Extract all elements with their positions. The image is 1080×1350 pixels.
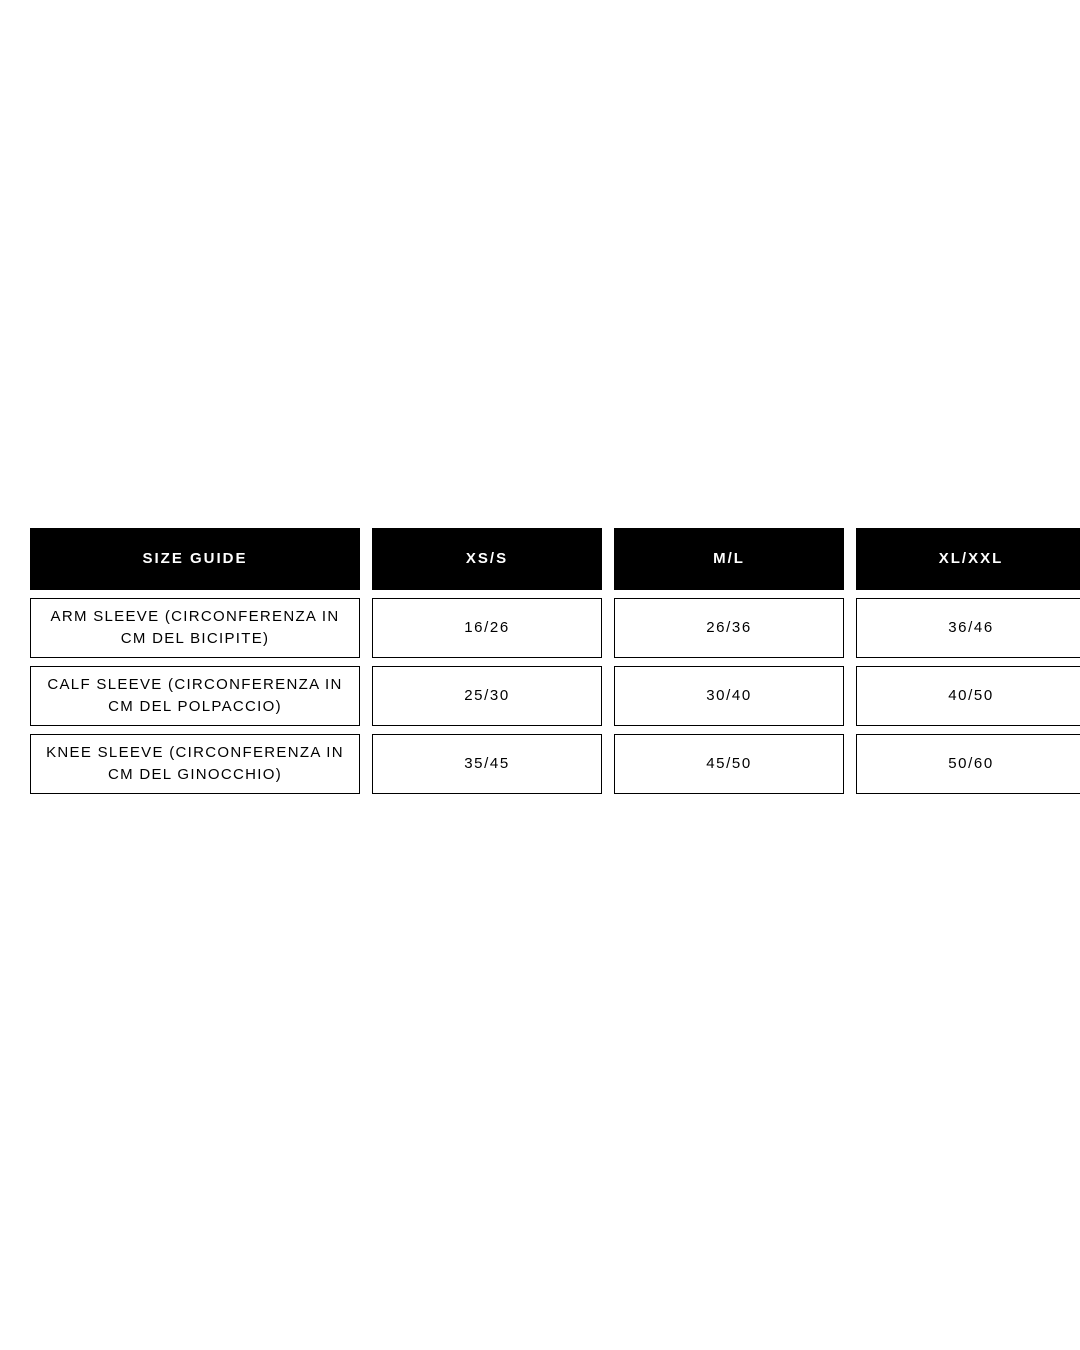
row-value-cell <box>856 734 1080 794</box>
row-label-cell <box>30 666 360 726</box>
row-label-calf-sleeve: CALF SLEEVE (CIRCONFERENZA IN CM DEL POLPACCIO) <box>30 666 360 726</box>
value-arm-sleeve-xs-s: 16/26 <box>372 598 602 658</box>
row-label-cell <box>30 734 360 794</box>
value-knee-sleeve-xs-s: 35/45 <box>372 734 602 794</box>
value-arm-sleeve-m-l: 26/36 <box>614 598 844 658</box>
header-label-m-l: M/L <box>614 528 844 590</box>
size-guide-table <box>18 520 1080 802</box>
row-value-cell <box>372 598 602 658</box>
value-calf-sleeve-xs-s: 25/30 <box>372 666 602 726</box>
table-header <box>30 528 1080 590</box>
header-label-size-guide: SIZE GUIDE <box>30 528 360 590</box>
value-calf-sleeve-xl-xxl: 40/50 <box>856 666 1080 726</box>
row-label-cell <box>30 598 360 658</box>
header-cell-xl-xxl <box>856 528 1080 590</box>
header-cell-xs-s <box>372 528 602 590</box>
value-knee-sleeve-xl-xxl: 50/60 <box>856 734 1080 794</box>
value-knee-sleeve-m-l: 45/50 <box>614 734 844 794</box>
table-row <box>30 598 1080 658</box>
row-label-knee-sleeve: KNEE SLEEVE (CIRCONFERENZA IN CM DEL GINOCCHIO) <box>30 734 360 794</box>
row-value-cell <box>856 598 1080 658</box>
size-guide-section <box>30 528 1050 802</box>
table-body <box>30 598 1080 794</box>
header-label-xs-s: XS/S <box>372 528 602 590</box>
row-value-cell <box>614 734 844 794</box>
row-value-cell <box>372 734 602 794</box>
row-label-arm-sleeve: ARM SLEEVE (CIRCONFERENZA IN CM DEL BICIPITE) <box>30 598 360 658</box>
table-row <box>30 666 1080 726</box>
header-label-xl-xxl: XL/XXL <box>856 528 1080 590</box>
table-header-row <box>30 528 1080 590</box>
row-value-cell <box>372 666 602 726</box>
row-value-cell <box>856 666 1080 726</box>
value-arm-sleeve-xl-xxl: 36/46 <box>856 598 1080 658</box>
header-cell-size-guide <box>30 528 360 590</box>
table-row <box>30 734 1080 794</box>
header-cell-m-l <box>614 528 844 590</box>
row-value-cell <box>614 598 844 658</box>
value-calf-sleeve-m-l: 30/40 <box>614 666 844 726</box>
row-value-cell <box>614 666 844 726</box>
